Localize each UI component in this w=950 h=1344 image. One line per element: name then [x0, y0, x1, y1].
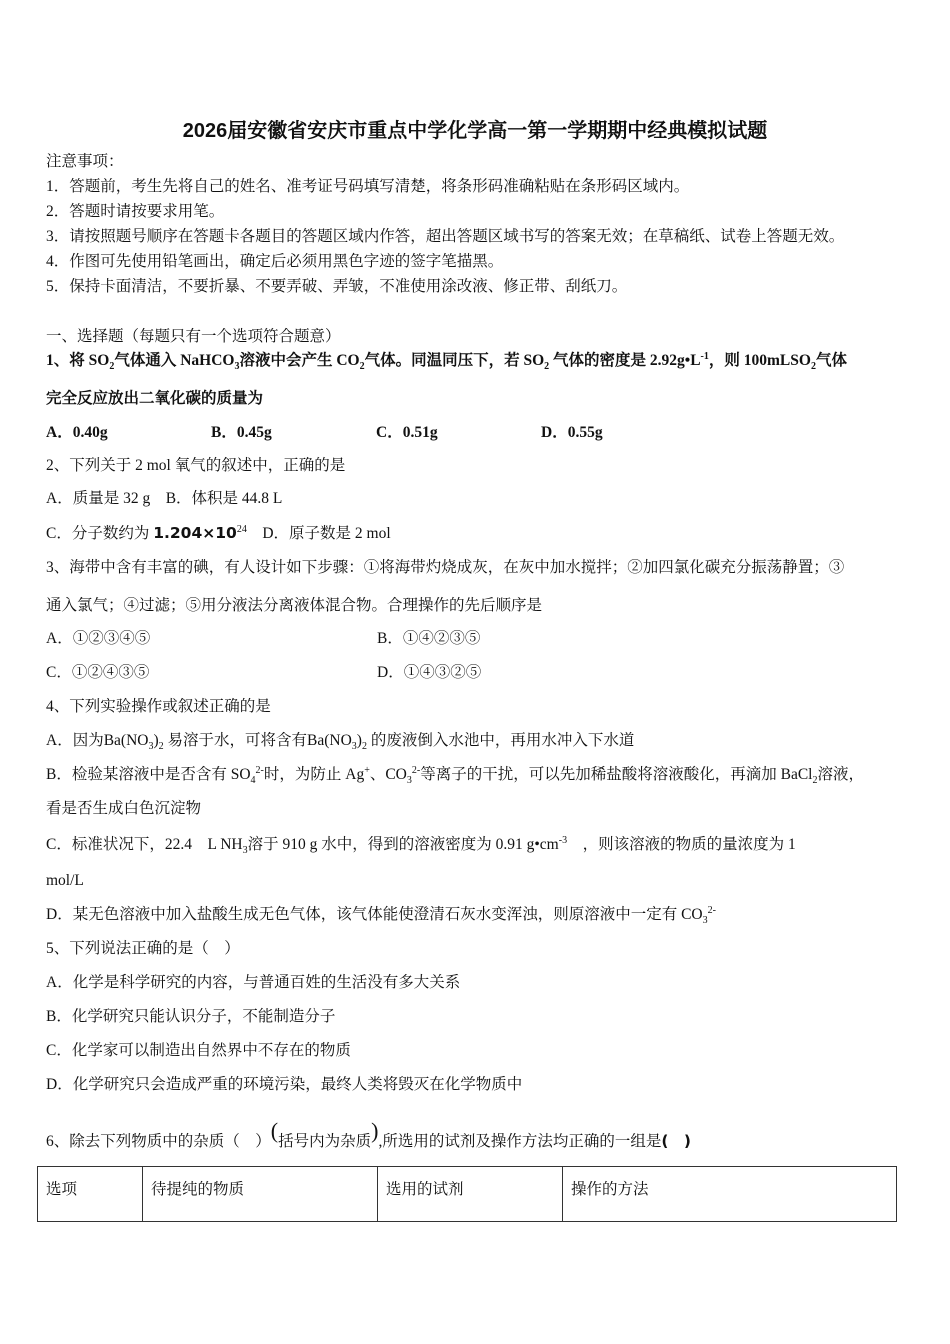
text-segment: 3: [351, 741, 357, 753]
text-line: [46, 177, 689, 197]
text-line: [46, 1118, 691, 1152]
answer-option: B．0.45g: [211, 424, 272, 441]
text-segment: 气体通入 NaHCO: [114, 352, 235, 369]
text-segment: 6、除去下列物质中的杂质（ ）: [46, 1133, 271, 1150]
text-line: [46, 327, 341, 347]
text-line: [46, 697, 271, 717]
text-segment: B．检验某溶液中是否含有 SO: [46, 766, 251, 783]
text-segment: 等离子的干扰，可以先加稀盐酸将溶液酸化，再滴加 BaCl: [420, 766, 813, 783]
table-header-cell: 选用的试剂: [378, 1167, 563, 1222]
text-segment: 2: [359, 361, 365, 373]
text-segment: 括号内为杂质: [278, 1133, 372, 1150]
text-line: [46, 629, 708, 649]
text-segment: 溶液中会产生 CO: [239, 352, 360, 369]
text-line: [46, 731, 634, 751]
text-segment: 气体: [815, 352, 847, 369]
text-segment: D．原子数是 2 mol: [246, 525, 391, 542]
text-segment: 4、下列实验操作或叙述正确的是: [46, 698, 271, 715]
text-segment: 、CO: [369, 766, 407, 783]
text-segment: 2-: [411, 764, 421, 776]
text-segment: 24: [236, 523, 247, 535]
text-segment: C．分子数约为: [46, 525, 154, 542]
text-segment: 1、将 SO: [46, 352, 110, 369]
text-line: [46, 1007, 335, 1027]
text-segment: ): [356, 732, 362, 749]
answer-option: A．0.40g: [46, 424, 108, 441]
document-title: 2026届安徽省安庆市重点中学化学高一第一学期期中经典模拟试题: [182, 120, 768, 142]
text-line: [46, 423, 706, 443]
text-segment: 溶液，: [817, 766, 864, 783]
text-line: [46, 1075, 522, 1095]
text-line: [46, 152, 124, 172]
text-line: [46, 351, 847, 371]
text-segment: 2．答题时请按要求用笔。: [46, 203, 225, 220]
text-segment: 4．作图可先使用铅笔画出，确定后必须用黑色字迹的签字笔描黑。: [46, 253, 504, 270]
text-line: [46, 973, 460, 993]
text-line: [46, 871, 84, 891]
text-segment: D．化学研究只会造成严重的环境污染，最终人类将毁灭在化学物质中: [46, 1076, 523, 1093]
text-segment: A．质量是 32 g B．体积是 44.8 L: [46, 490, 283, 507]
text-segment: (: [270, 1118, 279, 1143]
text-segment: 看是否生成白色沉淀物: [46, 800, 202, 817]
table-header-cell: 选项: [38, 1167, 143, 1222]
text-segment: 2: [109, 361, 115, 373]
text-line: [46, 835, 796, 855]
text-segment: 1.204×10: [153, 524, 237, 542]
text-line: [46, 523, 391, 544]
text-segment: A．化学是科学研究的内容，与普通百姓的生活没有多大关系: [46, 974, 461, 991]
text-segment: 注意事项：: [46, 153, 124, 170]
table-header-row: [38, 1167, 897, 1222]
text-line: [46, 1041, 351, 1061]
text-segment: 3．请按照题号顺序在答题卡各题目的答题区域内作答，超出答题区域书写的答案无效；在草稿纸、试卷上答题无效。: [46, 228, 845, 245]
text-segment: 2-: [255, 764, 264, 776]
text-segment: D．某无色溶液中加入盐酸生成无色气体，该气体能使澄清石灰水变浑浊，则原溶液中一定有 CO: [46, 906, 703, 923]
text-segment: 2: [544, 361, 550, 373]
text-segment: 5、下列说法正确的是（ ）: [46, 940, 240, 957]
text-segment: ,所选用的试剂及操作方法均正确的一组是: [378, 1133, 662, 1150]
text-segment: 4: [250, 775, 256, 787]
text-segment: ): [153, 732, 159, 749]
text-line: [46, 765, 864, 785]
text-segment: ，则该溶液的物质的量浓度为 1: [567, 836, 796, 853]
text-line: [46, 277, 627, 297]
text-segment: 5．保持卡面清洁，不要折暴、不要弄破、弄皱，不准使用涂改液、修正带、刮纸刀。: [46, 278, 628, 295]
text-segment: 3: [148, 741, 154, 753]
answer-option: D．①④③②⑤: [377, 664, 482, 681]
text-segment: 2: [361, 741, 367, 753]
text-segment: 2: [158, 741, 164, 753]
text-segment: 溶于 910 g 水中，得到的溶液密度为 0.91 g•cm: [247, 836, 559, 853]
text-segment: ，则 100mLSO: [708, 352, 811, 369]
text-segment: -1: [700, 350, 709, 362]
text-segment: C．化学家可以制造出自然界中不存在的物质: [46, 1042, 351, 1059]
text-segment: 3: [242, 845, 248, 857]
text-segment: 气体。同温同压下，若 SO: [364, 352, 545, 369]
text-line: [46, 389, 263, 409]
text-segment: 2: [812, 775, 818, 787]
text-segment: 3: [702, 915, 708, 927]
text-line: [46, 252, 503, 272]
table-header-cell: 操作的方法: [563, 1167, 897, 1222]
text-line: [46, 456, 345, 476]
text-segment: 3: [406, 775, 412, 787]
text-segment: 3: [234, 361, 240, 373]
text-segment: 1．答题前，考生先将自己的姓名、准考证号码填写清楚，将条形码准确粘贴在条形码区域内。: [46, 178, 690, 195]
answer-table: [37, 1166, 897, 1222]
answer-option: C．①②④③⑤: [46, 664, 150, 681]
text-segment: 时，为防止 Ag: [263, 766, 365, 783]
text-line: [46, 596, 542, 616]
text-segment: ( ): [661, 1132, 691, 1150]
text-segment: 2: [810, 361, 816, 373]
text-segment: -3: [558, 834, 568, 846]
text-line: [46, 489, 282, 509]
text-line: [46, 202, 224, 222]
text-segment: 气体的密度是 2.92g•L: [549, 352, 701, 369]
text-segment: B．化学研究只能认识分子，不能制造分子: [46, 1008, 336, 1025]
text-segment: 易溶于水，可将含有Ba(NO: [163, 732, 352, 749]
answer-option: B．①④②③⑤: [377, 630, 481, 647]
answer-option: A．①②③④⑤: [46, 630, 151, 647]
text-segment: 通入氯气；④过滤；⑤用分液法分离液体混合物。合理操作的先后顺序是: [46, 597, 543, 614]
text-segment: ): [371, 1118, 379, 1143]
text-line: [46, 939, 240, 959]
text-segment: 2-: [707, 904, 716, 916]
answer-option: D．0.55g: [541, 424, 603, 441]
text-segment: 一、选择题（每题只有一个选项符合题意）: [46, 328, 341, 345]
text-segment: A．因为Ba(NO: [46, 732, 149, 749]
text-segment: mol/L: [46, 872, 84, 889]
text-line: [46, 799, 201, 819]
text-segment: 2、下列关于 2 mol 氧气的叙述中，正确的是: [46, 457, 346, 474]
text-line: [46, 227, 844, 247]
table-header-cell: 待提纯的物质: [143, 1167, 378, 1222]
text-line: [46, 558, 844, 578]
text-segment: 3、海带中含有丰富的碘，有人设计如下步骤：①将海带灼烧成灰，在灰中加水搅拌；②加四氯化碳充分振荡静置；③: [46, 559, 845, 576]
text-line: [46, 905, 716, 925]
text-line: [46, 663, 708, 683]
text-segment: 完全反应放出二氧化碳的质量为: [46, 390, 264, 407]
text-segment: C．标准状况下，22.4 L NH: [46, 836, 243, 853]
text-segment: 的废液倒入水池中，再用水冲入下水道: [366, 732, 635, 749]
text-segment: +: [364, 764, 370, 776]
answer-option: C．0.51g: [376, 424, 438, 441]
